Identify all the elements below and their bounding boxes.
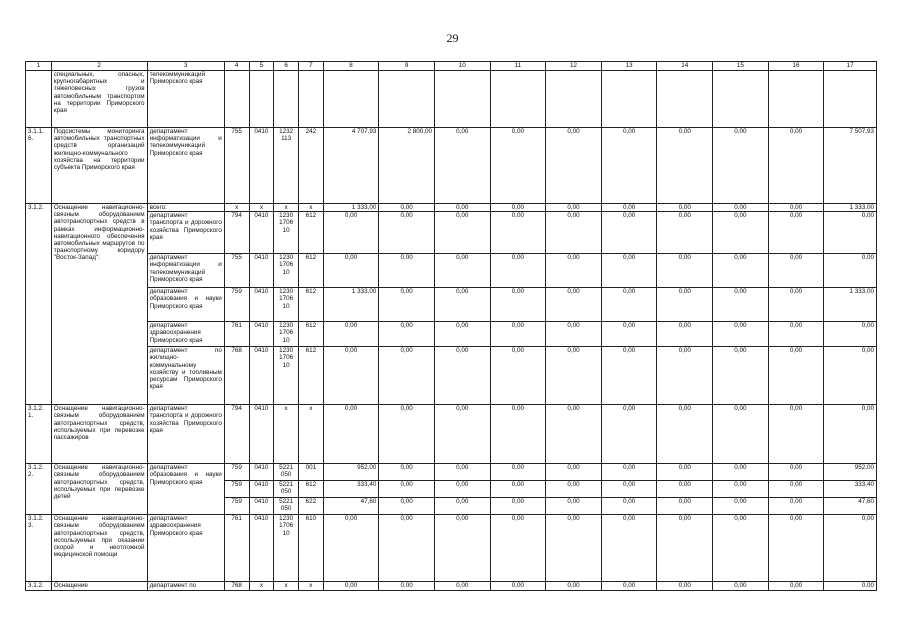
row-number: 3.1.2. 1. <box>26 405 52 464</box>
amount-cell: 0,00 <box>657 128 713 204</box>
amount-cell: 0,00 <box>657 212 713 254</box>
row-number: 3.1.2. 2. <box>26 464 52 515</box>
amount-cell: 1 333,00 <box>323 288 379 322</box>
code-cell: 0410 <box>249 128 274 204</box>
code-cell: 0410 <box>249 322 274 347</box>
amount-cell: 0,00 <box>434 204 490 212</box>
amount-cell: 0,00 <box>323 322 379 347</box>
amount-cell: 0,00 <box>434 347 490 405</box>
amount-cell: 0,00 <box>601 212 657 254</box>
table-row <box>26 515 877 582</box>
executor: департамент информатизации и телекоммуникаций Приморского края <box>147 254 224 288</box>
amount-cell: 0,00 <box>768 204 824 212</box>
amount-cell: 0,00 <box>657 405 713 464</box>
row-number: 3.1.2. <box>26 582 52 591</box>
header-cell: 7 <box>298 62 323 71</box>
code-cell: х <box>298 204 323 212</box>
amount-cell: 0,00 <box>434 515 490 582</box>
amount-cell: 0,00 <box>546 405 602 464</box>
code-cell: 1230 1706 10 <box>274 347 299 405</box>
header-cell: 16 <box>768 62 824 71</box>
code-cell: 1230 1706 10 <box>274 515 299 582</box>
amount-cell: 0,00 <box>768 347 824 405</box>
header-cell: 3 <box>147 62 224 71</box>
code-cell: 001 <box>298 464 323 481</box>
measure-name: специальных, опасных, крупногабаритных и тяжеловесных грузов автомобильным транспортом на территории Приморского края <box>51 71 147 128</box>
code-cell: 242 <box>298 128 323 204</box>
amount-cell: 0,00 <box>657 288 713 322</box>
header-row <box>26 62 877 71</box>
amount-cell: 0,00 <box>323 212 379 254</box>
executor: департамент транспорта и дорожного хозяйства Приморского края <box>147 405 224 464</box>
amount-cell: 0,00 <box>713 347 769 405</box>
measure-name: Оснащение навигационно-связным оборудованием автотранспортных средств в рамках информационно-навигационного обеспечения автомобильных маршрутов по транспортному коридору "Восток-Запад": <box>51 204 147 405</box>
amount-cell: 0,00 <box>713 128 769 204</box>
total-cell: 1 333,00 <box>824 288 877 322</box>
code-cell: 0410 <box>249 498 274 515</box>
amount-cell: 0,00 <box>657 254 713 288</box>
code-cell: 759 <box>224 498 249 515</box>
amount-cell: 0,00 <box>713 204 769 212</box>
amount-cell: 0,00 <box>768 481 824 498</box>
header-cell: 5 <box>249 62 274 71</box>
amount-cell: 0,00 <box>379 515 435 582</box>
header-cell: 15 <box>713 62 769 71</box>
total-cell: 0,00 <box>824 254 877 288</box>
code-cell: 759 <box>224 464 249 481</box>
table-row <box>26 582 877 591</box>
code-cell: 0410 <box>249 405 274 464</box>
amount-cell: 0,00 <box>546 464 602 481</box>
amount-cell: 2 800,00 <box>379 128 435 204</box>
amount-cell: 0,00 <box>490 481 546 498</box>
executor: всего: <box>147 204 224 212</box>
code-cell: 1230 1706 10 <box>274 288 299 322</box>
amount-cell: 0,00 <box>434 322 490 347</box>
executor: департамент информатизации и телекоммуникаций Приморского края <box>147 128 224 204</box>
total-cell: 1 333,00 <box>824 204 877 212</box>
amount-cell: 0,00 <box>546 347 602 405</box>
amount-cell: 1 333,00 <box>323 204 379 212</box>
amount-cell: 0,00 <box>768 212 824 254</box>
row-number: 3.1.2. 3. <box>26 515 52 582</box>
code-cell: 761 <box>224 515 249 582</box>
amount-cell: 0,00 <box>490 464 546 481</box>
amount-cell: 0,00 <box>546 582 602 591</box>
table-row <box>26 71 877 128</box>
amount-cell: 0,00 <box>768 288 824 322</box>
measure-name: Подсистемы мониторинга автомобильных транспортных средств организаций жилищно-коммунального хозяйства на территории субъекта Приморского края <box>51 128 147 204</box>
amount-cell: 0,00 <box>379 212 435 254</box>
code-cell: 1230 1706 10 <box>274 212 299 254</box>
amount-cell: 0,00 <box>434 128 490 204</box>
amount-cell: 0,00 <box>768 128 824 204</box>
amount-cell: 0,00 <box>434 464 490 481</box>
amount-cell: 0,00 <box>379 481 435 498</box>
header-cell: 6 <box>274 62 299 71</box>
code-cell: х <box>249 582 274 591</box>
code-cell: 759 <box>224 481 249 498</box>
code-cell: х <box>298 405 323 464</box>
code-cell: 761 <box>224 322 249 347</box>
table-row <box>26 128 877 204</box>
amount-cell: 0,00 <box>601 481 657 498</box>
amount-cell: 0,00 <box>546 254 602 288</box>
amount-cell: 0,00 <box>490 204 546 212</box>
amount-cell: 0,00 <box>601 322 657 347</box>
amount-cell: 0,00 <box>323 405 379 464</box>
amount-cell: 0,00 <box>713 254 769 288</box>
total-cell: 0,00 <box>824 515 877 582</box>
header-cell: 1 <box>26 62 52 71</box>
amount-cell: 0,00 <box>657 582 713 591</box>
amount-cell: 0,00 <box>713 515 769 582</box>
total-cell: 333,40 <box>824 481 877 498</box>
code-cell: х <box>249 204 274 212</box>
amount-cell: 0,00 <box>434 212 490 254</box>
amount-cell: 0,00 <box>379 288 435 322</box>
header-cell: 13 <box>601 62 657 71</box>
code-cell: 0410 <box>249 347 274 405</box>
code-cell: 612 <box>298 347 323 405</box>
header-cell: 2 <box>51 62 147 71</box>
total-cell: 0,00 <box>824 405 877 464</box>
amount-cell: 0,00 <box>323 347 379 405</box>
amount-cell: 0,00 <box>490 515 546 582</box>
executor: телекоммуникаций Приморского края <box>147 71 224 128</box>
amount-cell: 0,00 <box>601 464 657 481</box>
amount-cell: 0,00 <box>713 322 769 347</box>
amount-cell: 0,00 <box>601 515 657 582</box>
code-cell: 622 <box>298 498 323 515</box>
table-row <box>26 464 877 481</box>
header-cell: 9 <box>379 62 435 71</box>
amount-cell: 0,00 <box>434 481 490 498</box>
code-cell: 0410 <box>249 288 274 322</box>
amount-cell: 0,00 <box>434 405 490 464</box>
amount-cell: 0,00 <box>768 464 824 481</box>
code-cell: х <box>274 405 299 464</box>
amount-cell: 0,00 <box>546 481 602 498</box>
code-cell: 612 <box>298 322 323 347</box>
amount-cell: 0,00 <box>490 254 546 288</box>
code-cell: 0410 <box>249 515 274 582</box>
amount-cell: 0,00 <box>490 128 546 204</box>
code-cell: 768 <box>224 582 249 591</box>
amount-cell: 0,00 <box>601 254 657 288</box>
amount-cell: 0,00 <box>546 498 602 515</box>
table-row <box>26 288 877 322</box>
code-cell: 5221 050 <box>274 464 299 481</box>
row-number: 3.1.1. 6. <box>26 128 52 204</box>
code-cell: 755 <box>224 128 249 204</box>
amount-cell: 4 707,93 <box>323 128 379 204</box>
amount-cell: 0,00 <box>713 212 769 254</box>
measure-name: Оснащение <box>51 582 147 591</box>
amount-cell: 0,00 <box>490 498 546 515</box>
table-row <box>26 322 877 347</box>
amount-cell: 0,00 <box>323 254 379 288</box>
table-row <box>26 212 877 254</box>
amount-cell: 0,00 <box>601 498 657 515</box>
amount-cell: 0,00 <box>379 498 435 515</box>
amount-cell: 0,00 <box>768 322 824 347</box>
amount-cell: 0,00 <box>434 288 490 322</box>
row-number: 3.1.2. <box>26 204 52 405</box>
code-cell: х <box>224 204 249 212</box>
amount-cell: 0,00 <box>601 288 657 322</box>
code-cell: 612 <box>298 254 323 288</box>
amount-cell: 0,00 <box>546 128 602 204</box>
amount-cell: 0,00 <box>323 515 379 582</box>
code-cell: 1232 113 <box>274 128 299 204</box>
code-cell: х <box>274 204 299 212</box>
amount-cell: 0,00 <box>713 464 769 481</box>
code-cell: 5221 050 <box>274 481 299 498</box>
amount-cell: 0,00 <box>490 322 546 347</box>
page-number: 29 <box>446 31 459 45</box>
amount-cell: 0,00 <box>601 405 657 464</box>
amount-cell: 0,00 <box>379 204 435 212</box>
amount-cell: 0,00 <box>713 481 769 498</box>
amount-cell: 0,00 <box>601 204 657 212</box>
code-cell: 610 <box>298 515 323 582</box>
amount-cell: 0,00 <box>434 254 490 288</box>
amount-cell: 0,00 <box>546 322 602 347</box>
code-cell: 5221 050 <box>274 498 299 515</box>
total-cell: 0,00 <box>824 347 877 405</box>
code-cell: 0410 <box>249 464 274 481</box>
amount-cell: 0,00 <box>546 288 602 322</box>
header-cell: 8 <box>323 62 379 71</box>
table-row <box>26 347 877 405</box>
budget-table <box>25 61 877 591</box>
amount-cell: 0,00 <box>490 405 546 464</box>
header-cell: 17 <box>824 62 877 71</box>
amount-cell: 0,00 <box>546 212 602 254</box>
header-cell: 12 <box>546 62 602 71</box>
code-cell: 0410 <box>249 254 274 288</box>
amount-cell: 0,00 <box>657 498 713 515</box>
code-cell: 768 <box>224 347 249 405</box>
executor: департамент здравоохранения Приморского края <box>147 322 224 347</box>
code-cell: 612 <box>298 212 323 254</box>
amount-cell: 0,00 <box>657 481 713 498</box>
amount-cell: 0,00 <box>657 347 713 405</box>
header-cell: 10 <box>434 62 490 71</box>
amount-cell: 0,00 <box>713 405 769 464</box>
amount-cell: 0,00 <box>713 582 769 591</box>
amount-cell: 0,00 <box>379 464 435 481</box>
amount-cell: 0,00 <box>601 128 657 204</box>
amount-cell: 0,00 <box>546 204 602 212</box>
measure-name: Оснащение навигационно-связным оборудованием автотранспортных средств, используемых при перевозке детей <box>51 464 147 515</box>
header-cell: 4 <box>224 62 249 71</box>
table-row <box>26 405 877 464</box>
table-row <box>26 254 877 288</box>
executor: департамент по <box>147 582 224 591</box>
executor: департамент образования и науки Приморского края <box>147 464 224 515</box>
amount-cell: 0,00 <box>713 498 769 515</box>
amount-cell: 0,00 <box>768 254 824 288</box>
amount-cell: 0,00 <box>768 498 824 515</box>
code-cell: 794 <box>224 212 249 254</box>
amount-cell: 0,00 <box>657 515 713 582</box>
amount-cell: 333,40 <box>323 481 379 498</box>
code-cell: 755 <box>224 254 249 288</box>
executor: департамент образования и науки Приморского края <box>147 288 224 322</box>
measure-name: Оснащение навигационно-связным оборудованием автотранспортных средств, используемых при оказании скорой и неотложной медицинской помощи <box>51 515 147 582</box>
code-cell: 0410 <box>249 212 274 254</box>
executor: департамент по жилищно-коммунальному хозяйству и топливным ресурсам Приморского края <box>147 347 224 405</box>
amount-cell: 0,00 <box>546 515 602 582</box>
code-cell: 1230 1706 10 <box>274 254 299 288</box>
header-cell: 11 <box>490 62 546 71</box>
executor: департамент здравоохранения Приморского края <box>147 515 224 582</box>
row-number <box>26 71 52 128</box>
amount-cell: 0,00 <box>323 582 379 591</box>
amount-cell: 952,00 <box>323 464 379 481</box>
amount-cell: 0,00 <box>379 582 435 591</box>
code-cell: 612 <box>298 481 323 498</box>
total-cell: 952,00 <box>824 464 877 481</box>
total-cell: 7 507,93 <box>824 128 877 204</box>
amount-cell: 0,00 <box>713 288 769 322</box>
amount-cell: 0,00 <box>434 582 490 591</box>
code-cell: 1230 1706 10 <box>274 322 299 347</box>
total-cell: 47,60 <box>824 498 877 515</box>
amount-cell: 0,00 <box>601 347 657 405</box>
amount-cell: 0,00 <box>379 347 435 405</box>
amount-cell: 0,00 <box>490 288 546 322</box>
code-cell: 759 <box>224 288 249 322</box>
amount-cell: 0,00 <box>490 212 546 254</box>
code-cell: 612 <box>298 288 323 322</box>
amount-cell: 0,00 <box>490 347 546 405</box>
total-cell: 0,00 <box>824 582 877 591</box>
total-cell: 0,00 <box>824 212 877 254</box>
amount-cell: 0,00 <box>379 254 435 288</box>
total-cell: 0,00 <box>824 322 877 347</box>
measure-name: Оснащение навигационно-связным оборудованием автотранспортных средств, используемых при перевозке пассажиров <box>51 405 147 464</box>
amount-cell: 0,00 <box>379 405 435 464</box>
amount-cell: 0,00 <box>768 515 824 582</box>
amount-cell: 0,00 <box>490 582 546 591</box>
code-cell: х <box>274 582 299 591</box>
header-cell: 14 <box>657 62 713 71</box>
amount-cell: 0,00 <box>768 405 824 464</box>
executor: департамент транспорта и дорожного хозяйства Приморского края <box>147 212 224 254</box>
code-cell: 0410 <box>249 481 274 498</box>
code-cell: х <box>298 582 323 591</box>
code-cell: 794 <box>224 405 249 464</box>
amount-cell: 0,00 <box>657 204 713 212</box>
amount-cell: 0,00 <box>657 322 713 347</box>
table-row <box>26 204 877 212</box>
amount-cell: 0,00 <box>379 322 435 347</box>
amount-cell: 0,00 <box>768 582 824 591</box>
amount-cell: 0,00 <box>601 582 657 591</box>
amount-cell: 0,00 <box>434 498 490 515</box>
amount-cell: 0,00 <box>657 464 713 481</box>
amount-cell: 47,60 <box>323 498 379 515</box>
